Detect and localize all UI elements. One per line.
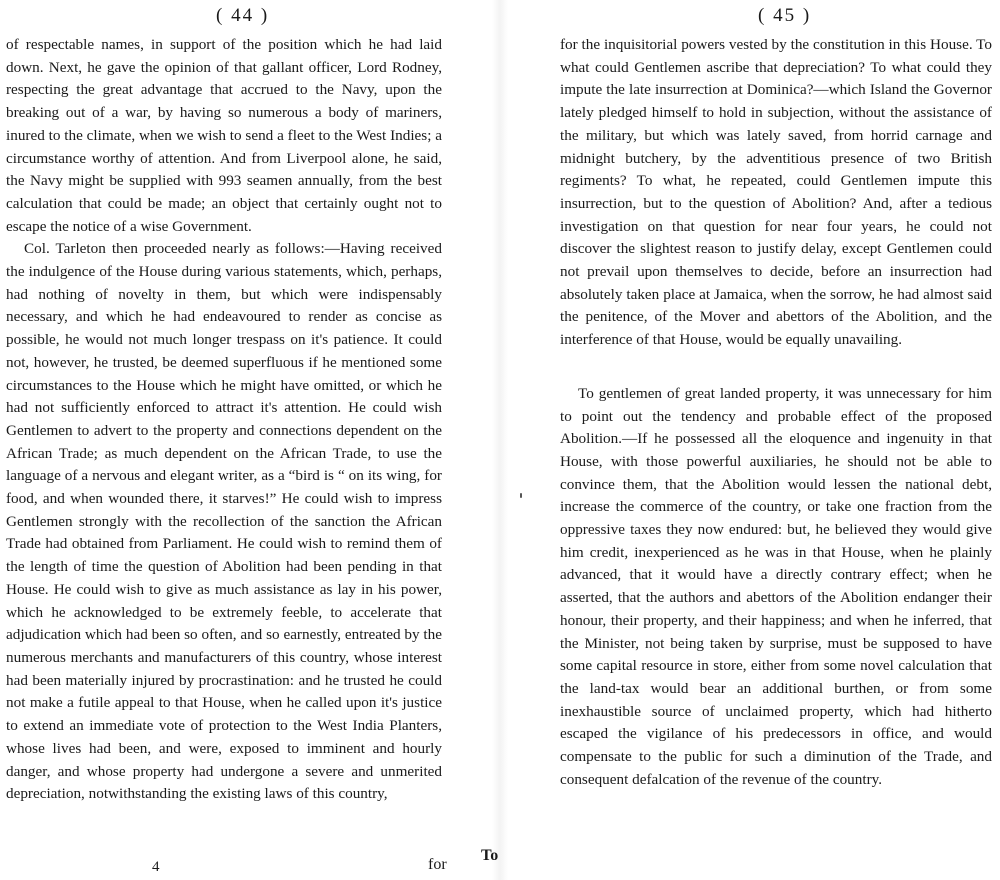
book-gutter [492, 0, 508, 880]
paragraph: Col. Tarleton then proceeded nearly as follows:—Having received the indulgence of the House during various statements, which, perhaps, had nothing of novelty in them, but which were indispensably necessary, and which he had endeavoured to render as concise as possible, he would not much longer trespass on it's patience. It could not, however, he trusted, be deemed superfluous if he mentioned some circumstances to the House which he might have omitted, or which he had not sufficiently enforced to attract it's attention. He could wish Gentlemen to advert to the property and connections dependent on the African Trade; as much dependent on the African Trade, to use the language of a nervous and elegant writer, as a “bird is “ on its wing, for food, and when wounded there, it starves!” He could wish to impress Gentlemen strongly with the recollection of the sanction the African Trade had obtained from Parliament. He could wish to remind them of the length of time the question of Abolition had been pending in that House. He could wish to give as much assistance as lay in his power, which he acknowledged to be extremely feeble, to accelerate that adjudication which had been so often, and so earnestly, entreated by the numerous merchants and manufacturers of this country, whose interest had been materially injured by procrastination: and he trusted he could not make a futile appeal to that House, when he called upon it's justice to extend an immediate vote of protection to the West India Planters, whose lives had been, and were, exposed to imminent and hourly danger, and whose property had undergone a severe and unmerited depreciation, notwithstanding the existing laws of this country, [6, 240, 442, 803]
right-page-text [560, 34, 992, 792]
page-number-left: ( 44 ) [216, 5, 270, 26]
page-number-right: ( 45 ) [758, 5, 812, 26]
paragraph: for the inquisitorial powers vested by the constitution in this House. To what could Gentlemen ascribe that depreciation? To what could they impute the late insurrection at Dominica?—which Island the Governor lately pledged himself to hold in subjection, without the assistance of the military, but which was lately saved, from horrid carnage and midnight butchery, by the adventitious presence of two British regiments? To what, he repeated, could Gentlemen impute this insurrection, but to the question of Abolition? And, after a tedious investigation on that question for near four years, he could not discover the slightest reason to justify delay, except Gentlemen could not prevail upon themselves to decide, before an insurrection had absolutely taken place at Jamaica, when the sorrow, he had almost said the penitence, of the Mover and abettors of the Abolition, and the interference of that House, would be equally unavailing. [560, 36, 992, 349]
catchword-right: To [481, 847, 499, 864]
paragraph: To gentlemen of great landed property, it was unnecessary for him to point out the tendency and probable effect of the proposed Abolition.—If he possessed all the eloquence and ingenuity in that House, with those powerful auxiliaries, he should not be able to convince them, that the Abolition would lessen the national debt, increase the commerce of the country, or take one fraction from the oppressive taxes they now endured: but, he believed they would give him credit, inexperienced as he was in that House, when he plainly advanced, that it would have a directly contrary effect; when he asserted, that the authors and abettors of the Abolition endanger their honour, their property, and their happiness; and when he inferred, that the Minister, not being taken by surprise, must be supposed to have some capital resource in store, either from some novel calculation that the land-tax would bear an additional burthen, or from some inexhaustible source of unclaimed property, which had hitherto escaped the vigilance of his predecessors in office, and would compensate to the public for such a diminution of the Trade, and consequent defalcation of the revenue of the country. [560, 384, 992, 788]
paragraph: of respectable names, in support of the position which he had laid down. Next, he gave the opinion of that gallant officer, Lord Rodney, respecting the great advantage that accrued to the Navy, upon the breaking out of a war, by having so numerous a body of mariners, inured to the climate, when we wish to send a fleet to the West Indies; a circumstance worthy of attention. And from Liverpool alone, he said, the Navy might be supplied with 993 seamen annually, from the best calculation that could be made; an object that certainly ought not to escape the notice of a wise Government. [6, 36, 442, 235]
right-page [508, 0, 1000, 880]
signature-mark: 4 [152, 859, 160, 875]
left-page-text [6, 34, 442, 806]
left-page [0, 0, 492, 880]
catchword-left: for [428, 856, 447, 873]
